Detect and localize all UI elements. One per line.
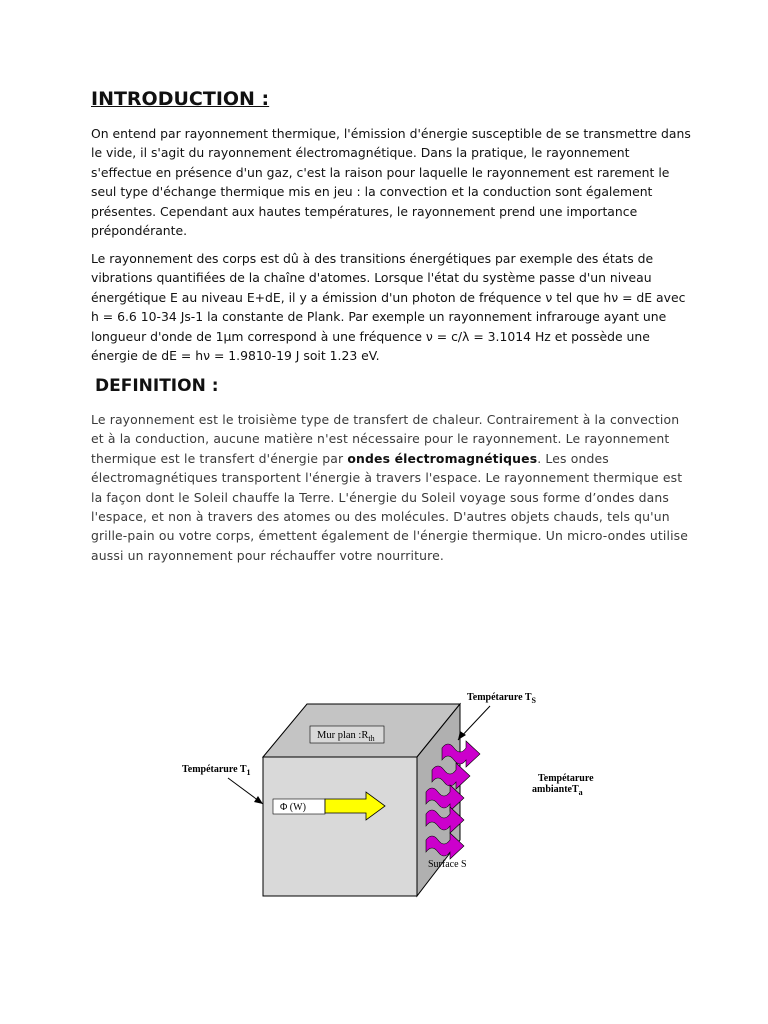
definition-heading: DEFINITION : <box>95 376 219 396</box>
intro-paragraph-1: On entend par rayonnement thermique, l'émission d'énergie susceptible de se transmettre dans le vide, il s'agit du rayonnement électromagnétique. Dans la pratique, le rayonnement s'effectue en présence d'un gaz, c'est la raison pour laquelle le rayonnement est rarement le seul type d'échange thermique mis en jeu : la convection et la conduction sont également présentes. Cependant aux hautes températures, le rayonnement prend une importance prépondérante. <box>91 126 691 239</box>
definition-paragraph <box>91 410 691 565</box>
intro-paragraph-2: Le rayonnement des corps est dû à des transitions énergétiques par exemple des états de vibrations quantifiées de la chaîne d'atomes. Lorsque l'état du système passe d'un niveau énergétique E au niveau E+dE, il y a émission d'un photon de fréquence ν tel que hν = dE avec h = 6.6 10-34 Js-1 la constante de Plank. Par exemple un rayonnement infrarouge ayant une longueur d'onde de 1µm correspond à une fréquence ν = c/λ = 3.1014 Hz et possède une énergie de dE = hν = 1.9810-19 J soit 1.23 eV. <box>91 251 686 364</box>
temperature-ambient-label: Tempétarure <box>538 773 594 784</box>
introduction-heading: INTRODUCTION : <box>91 88 270 110</box>
radiation-wall-diagram <box>170 680 610 900</box>
temperature-ambient-label-2: ambianteT$_a$ <box>532 784 583 797</box>
cube-front-face <box>263 757 417 896</box>
surface-label: Surface S <box>428 859 467 870</box>
t1-pointer-head <box>254 796 263 804</box>
flux-label: Φ (W) <box>280 802 306 813</box>
definition-text-before: Le rayonnement est le troisième type de transfert de chaleur. Contrairement à la convection et à la conduction, aucune matière n'est nécessaire pour le rayonnement. Le rayonnement thermique est le transfert d'énergie par <box>91 412 680 466</box>
definition-text-after: . Les ondes électromagnétiques transportent l'énergie à travers l'espace. Le rayonnement thermique est la façon dont le Soleil chauffe la Terre. L'énergie du Soleil voyage sous forme d’ondes dans l'espace, et non à travers des atomes ou des molécules. D'autres objets chauds, tels qu'un grille-pain ou votre corps, émettent également de l'énergie thermique. Un micro-ondes utilise aussi un rayonnement pour réchauffer votre nourriture. <box>91 450 689 563</box>
definition-bold-term: ondes électromagnétiques <box>347 450 538 466</box>
temperature-t1-label: Tempétarure $T_1$ <box>182 764 251 777</box>
temperature-ts-label: Tempétarure $T_S$ <box>467 692 536 705</box>
wall-label: Mur plan $:R_{th}$ <box>317 730 375 743</box>
